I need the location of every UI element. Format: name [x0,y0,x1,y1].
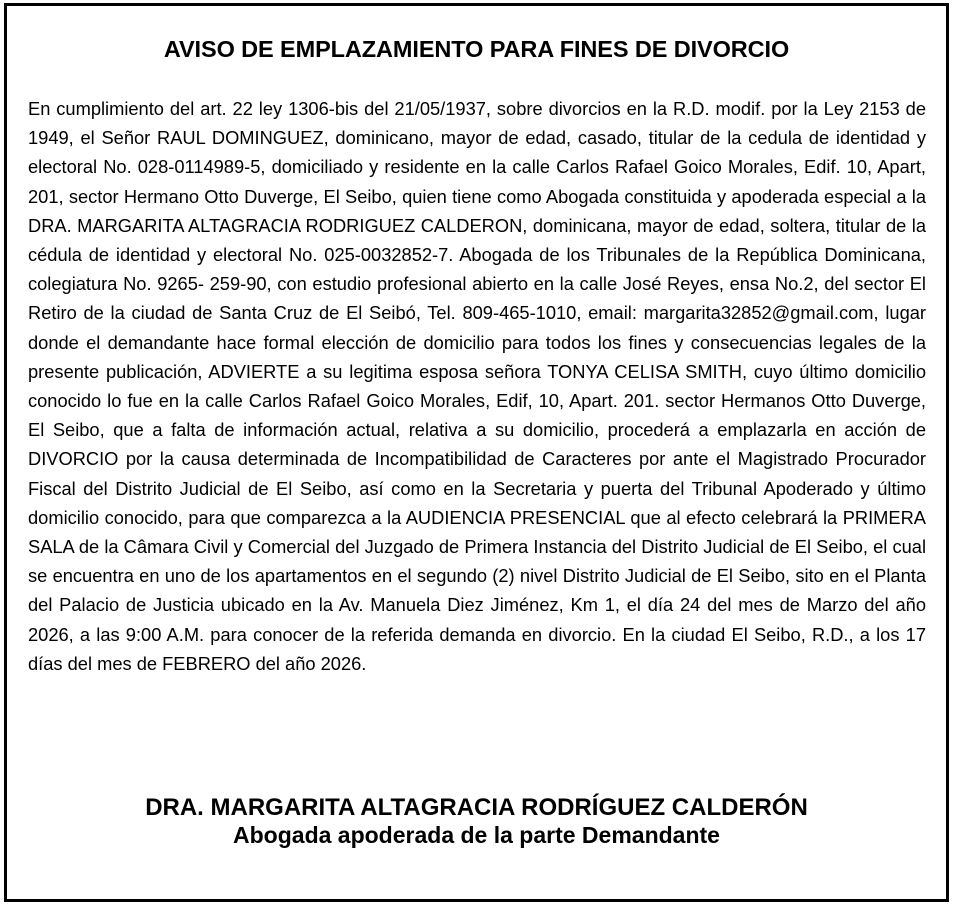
signature-block [7,794,946,849]
signature-role: Abogada apoderada de la parte Demandante [233,822,720,848]
notice-body: En cumplimiento del art. 22 ley 1306-bis del 21/05/1937, sobre divorcios en la R.D. modif. por la Ley 2153 de 1949, el Señor RAUL DOMINGUEZ, dominicano, mayor de edad, casado, titular de la cedula de identidad y electoral No. 028-0114989-5, domiciliado y residente en la calle Carlos Rafael Goico Morales, Edif. 10, Apart, 201, sector Hermano Otto Duverge, El Seibo, quien tiene como Abogada constituida y apoderada especial a la DRA. MARGARITA ALTAGRACIA RODRIGUEZ CALDERON, dominicana, mayor de edad, soltera, titular de la cédula de identidad y electoral No. 025-0032852-7. Abogada de los Tribunales de la República Dominicana, colegiatura No. 9265- 259-90, con estudio profesional abierto en la calle José Reyes, ensa No.2, del sector El Retiro de la ciudad de Santa Cruz de El Seibó, Tel. 809-465-1010, email: margarita32852@gmail.com, lugar donde el demandante hace formal elección de domicilio para todos los fines y consecuencias legales de la presente publicación, ADVIERTE a su legitima esposa señora TONYA CELISA SMITH, cuyo último domicilio conocido lo fue en la calle Carlos Rafael Goico Morales, Edif, 10, Apart. 201. sector Hermanos Otto Duverge, El Seibo, que a falta de información actual, relativa a su domicilio, procederá a emplazarla en acción de DIVORCIO por la causa determinada de Incompatibilidad de Caracteres por ante el Magistrado Procurador Fiscal del Distrito Judicial de El Seibo, así como en la Secretaria y puerta del Tribunal Apoderado y último domicilio conocido, para que comparezca a la AUDIENCIA PRESENCIAL que al efecto celebrará la PRIMERA SALA de la Câmara Civil y Comercial del Juzgado de Primera Instancia del Distrito Judicial de El Seibo, el cual se encuentra en uno de los apartamentos en el segundo (2) nivel Distrito Judicial de El Seibo, sito en el Planta del Palacio de Justicia ubicado en la Av. Manuela Diez Jiménez, Km 1, el día 24 del mes de Marzo del año 2026, a las 9:00 A.M. para conocer de la referida demanda en divorcio. En la ciudad El Seibo, R.D., a los 17 días del mes de FEBRERO del año 2026. [28,98,926,674]
signature-name: DRA. MARGARITA ALTAGRACIA RODRÍGUEZ CALDERÓN [145,794,808,821]
legal-notice [4,3,949,902]
notice-title: AVISO DE EMPLAZAMIENTO PARA FINES DE DIVORCIO [163,36,790,62]
